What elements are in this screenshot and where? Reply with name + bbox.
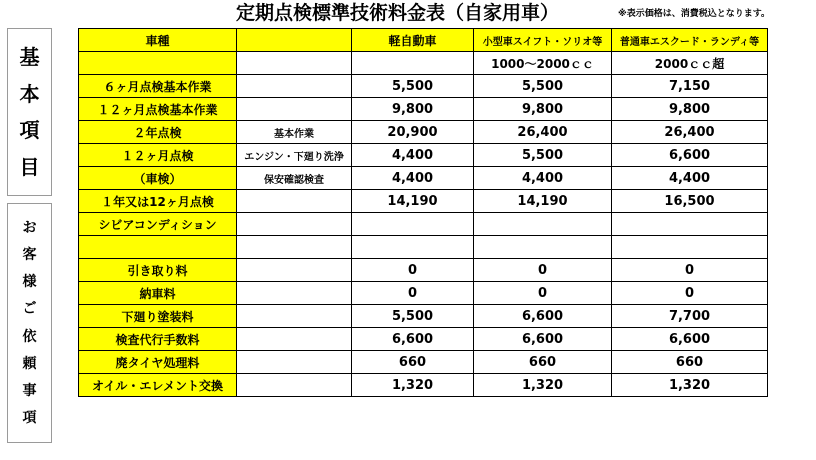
row-label: 下廻り塗装料: [79, 305, 237, 328]
row-label: 納車料: [79, 282, 237, 305]
price-normal-car: 1,320: [612, 374, 768, 397]
page-title: 定期点検標準技術料金表（自家用車）: [236, 2, 560, 24]
price-kei: 20,900: [352, 121, 474, 144]
price-normal-car: 0: [612, 282, 768, 305]
row-label: １年又は12ヶ月点検: [79, 190, 237, 213]
price-kei: 0: [352, 259, 474, 282]
header-blank: [237, 29, 352, 52]
table-row: [79, 351, 768, 374]
subheader-small-cc: 1000～2000ｃｃ: [474, 52, 612, 75]
table-row: [79, 213, 768, 236]
header-normal-car: 普通車エスクード・ランディ等: [612, 29, 768, 52]
price-kei: 5,500: [352, 75, 474, 98]
table-row: [79, 305, 768, 328]
price-small-car: 1,320: [474, 374, 612, 397]
row-sublabel: [237, 213, 352, 236]
row-label: 引き取り料: [79, 259, 237, 282]
price-normal-car: 6,600: [612, 144, 768, 167]
table-row: [79, 328, 768, 351]
price-small-car: [474, 213, 612, 236]
price-table: [78, 28, 768, 397]
row-label: １２ヶ月点検基本作業: [79, 98, 237, 121]
price-normal-car: 16,500: [612, 190, 768, 213]
table-row: [79, 121, 768, 144]
header-vehicle-type: 車種: [79, 29, 237, 52]
side-char: 項: [22, 410, 37, 427]
subheader-row: [79, 52, 768, 75]
header-kei: 軽自動車: [352, 29, 474, 52]
price-normal-car: 9,800: [612, 98, 768, 121]
table-row: [79, 236, 768, 259]
price-small-car: 5,500: [474, 144, 612, 167]
row-sublabel: [237, 236, 352, 259]
price-small-car: 0: [474, 282, 612, 305]
row-label: １２ヶ月点検: [79, 144, 237, 167]
row-label: オイル・エレメント交換: [79, 374, 237, 397]
price-normal-car: 7,700: [612, 305, 768, 328]
price-kei: 6,600: [352, 328, 474, 351]
row-sublabel: [237, 282, 352, 305]
tax-note: ※表示価格は、消費税込となります。: [618, 9, 771, 19]
row-sublabel: [237, 259, 352, 282]
header-row: [79, 29, 768, 52]
price-kei: 14,190: [352, 190, 474, 213]
side-char: 本: [19, 81, 40, 106]
table-row: [79, 98, 768, 121]
price-small-car: 660: [474, 351, 612, 374]
table-row: [79, 75, 768, 98]
price-normal-car: 6,600: [612, 328, 768, 351]
table-row: [79, 167, 768, 190]
row-label: 検査代行手数料: [79, 328, 237, 351]
price-normal-car: 0: [612, 259, 768, 282]
price-kei: 1,320: [352, 374, 474, 397]
side-char: ご: [22, 301, 37, 318]
price-kei: 0: [352, 282, 474, 305]
side-char: 頼: [22, 355, 37, 372]
side-char: 目: [19, 154, 40, 179]
price-normal-car: 660: [612, 351, 768, 374]
side-char: 様: [22, 274, 37, 291]
row-sublabel: 基本作業: [237, 121, 352, 144]
row-sublabel: [237, 190, 352, 213]
side-char: 依: [22, 328, 37, 345]
price-small-car: 6,600: [474, 328, 612, 351]
row-sublabel: [237, 98, 352, 121]
price-small-car: [474, 236, 612, 259]
price-normal-car: 26,400: [612, 121, 768, 144]
price-normal-car: 7,150: [612, 75, 768, 98]
price-small-car: 4,400: [474, 167, 612, 190]
subheader-blank: [79, 52, 237, 75]
price-kei: 4,400: [352, 167, 474, 190]
side-char: お: [22, 219, 37, 236]
table-row: [79, 144, 768, 167]
side-char: 客: [22, 246, 37, 263]
price-small-car: 14,190: [474, 190, 612, 213]
price-kei: 5,500: [352, 305, 474, 328]
price-kei: [352, 236, 474, 259]
row-label: ２年点検: [79, 121, 237, 144]
row-sublabel: [237, 75, 352, 98]
table-row: [79, 374, 768, 397]
subheader-kei: [352, 52, 474, 75]
row-sublabel: [237, 374, 352, 397]
row-label: シビアコンディション: [79, 213, 237, 236]
price-small-car: 5,500: [474, 75, 612, 98]
header-small-car: 小型車スイフト・ソリオ等: [474, 29, 612, 52]
row-sublabel: [237, 328, 352, 351]
table-row: [79, 190, 768, 213]
subheader-normal-cc: 2000ｃｃ超: [612, 52, 768, 75]
row-sublabel: [237, 351, 352, 374]
basic-items-label-box: [7, 28, 52, 196]
price-kei: [352, 213, 474, 236]
price-kei: 660: [352, 351, 474, 374]
price-small-car: 26,400: [474, 121, 612, 144]
price-normal-car: [612, 213, 768, 236]
side-char: 項: [19, 118, 40, 143]
price-kei: 9,800: [352, 98, 474, 121]
price-kei: 4,400: [352, 144, 474, 167]
price-small-car: 9,800: [474, 98, 612, 121]
price-small-car: 6,600: [474, 305, 612, 328]
price-small-car: 0: [474, 259, 612, 282]
side-char: 事: [22, 383, 37, 400]
row-sublabel: [237, 305, 352, 328]
customer-request-label-box: [7, 203, 52, 443]
table-row: [79, 259, 768, 282]
table-row: [79, 282, 768, 305]
row-label: ６ヶ月点検基本作業: [79, 75, 237, 98]
row-label: [79, 236, 237, 259]
subheader-blank: [237, 52, 352, 75]
row-label: （車検）: [79, 167, 237, 190]
price-normal-car: 4,400: [612, 167, 768, 190]
row-label: 廃タイヤ処理料: [79, 351, 237, 374]
side-char: 基: [19, 45, 40, 70]
row-sublabel: 保安確認検査: [237, 167, 352, 190]
row-sublabel: エンジン・下廻り洗浄: [237, 144, 352, 167]
price-normal-car: [612, 236, 768, 259]
